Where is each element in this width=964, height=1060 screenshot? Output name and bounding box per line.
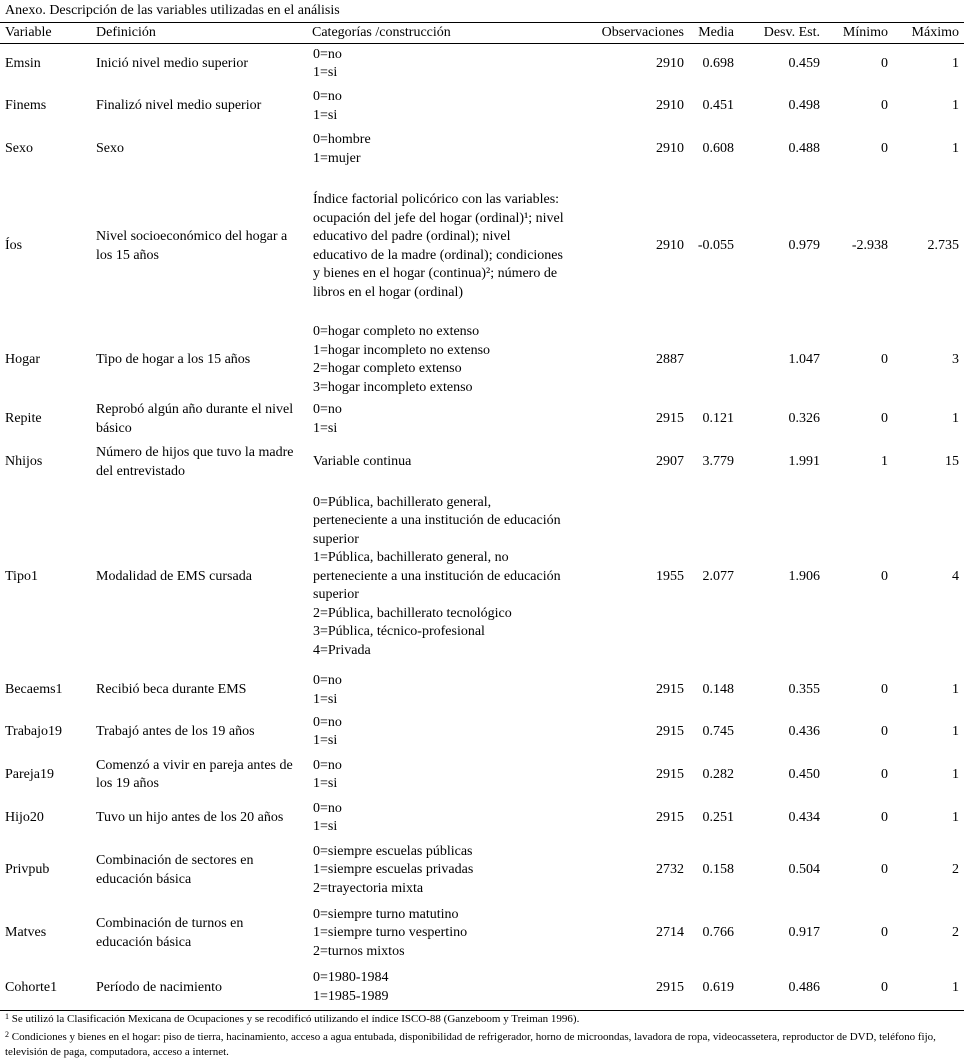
cell-media: 0.698 [702,56,734,71]
cell-desv-est: 0.355 [788,682,820,698]
cell-definicion: Comenzó a vivir en pareja antes de los 19 años [96,757,293,791]
cell-observaciones: 2910 [656,238,684,254]
cell-observaciones: 2714 [656,925,684,941]
cell-minimo: 0 [881,809,888,825]
cell-categorias: Índice factorial policórico con las variables: ocupación del jefe del hogar (ordinal)¹; nivel educativo del padre (ordinal); nivel educativo de la madre (ordinal); condiciones y bienes en el hogar (continua)²; número de libros en el hogar (ordinal) [313,192,564,300]
cell-minimo: 0 [881,411,888,427]
cell-categorias: 0=siempre turno matutino 1=siempre turno vespertino 2=turnos mixtos [313,906,468,959]
cell-definicion: Tuvo un hijo antes de los 20 años [96,809,284,825]
cell-definicion: Número de hijos que tuvo la madre del entrevistado [96,445,294,479]
cell-observaciones: 1955 [656,568,684,584]
cell-categorias: 0=no 1=si [313,673,342,707]
cell-categorias: 0=hogar completo no extenso 1=hogar incompleto no extenso 2=hogar completo extenso 3=hogar incompleto extenso [313,324,491,395]
cell-desv-est: 0.486 [739,966,825,1011]
cell-observaciones: 2915 [569,966,689,1011]
cell-media: 3.779 [702,454,734,470]
cell-media: 0.148 [702,682,734,698]
cell-definicion: Trabajó antes de los 19 años [96,723,255,739]
cell-maximo: 1 [952,682,959,698]
cell-variable: Pareja19 [5,766,54,782]
header-maximo: Máximo [893,23,964,44]
cell-maximo: 2 [952,862,959,878]
cell-variable: Íos [5,238,23,254]
table-row [0,85,964,129]
cell-categorias: 0=no 1=si [313,757,342,791]
header-desv-est: Desv. Est. [739,23,825,44]
cell-desv-est: 1.991 [788,454,820,470]
cell-categorias: 0=no 1=si [313,46,342,81]
cell-minimo: 0 [881,568,888,584]
cell-minimo: 0 [881,98,888,114]
cell-maximo: 1 [952,809,959,825]
cell-media: 0.619 [689,966,739,1011]
cell-media [689,323,739,398]
cell-observaciones: 2910 [656,56,684,71]
cell-media: -0.055 [697,238,734,254]
table-row [0,671,964,711]
table-row [0,754,964,797]
cell-maximo: 2.735 [927,238,959,254]
table-row [0,442,964,484]
footnotes [5,1009,960,1060]
cell-maximo: 1 [952,141,959,157]
cell-definicion: Nivel socioeconómico del hogar a los 15 años [96,229,288,263]
cell-definicion: Combinación de turnos en educación básica [96,916,244,950]
cell-variable: Becaems1 [5,682,63,698]
cell-minimo: 0 [881,723,888,739]
cell-minimo: 0 [881,682,888,698]
cell-definicion: Modalidad de EMS cursada [96,568,252,584]
cell-definicion: Combinación de sectores en educación básica [96,853,254,887]
cell-desv-est: 0.434 [788,809,820,825]
cell-variable: Cohorte1 [0,966,91,1011]
table-body [0,44,964,1011]
header-categorias: Categorías /construcción [307,23,569,44]
cell-categorias: 0=Pública, bachillerato general, perteneciente a una institución de educación superior 1=Pública, bachillerato general, no perteneciente a una institución de educación superior 2=Pública, bachillerato tecnológico 3=Pública, técnico-profesional 4=Privada [313,494,561,658]
cell-media: 0.608 [702,141,734,157]
cell-variable: Finems [5,98,47,114]
cell-variable: Sexo [5,141,33,157]
cell-observaciones: 2915 [656,411,684,427]
table-row [0,840,964,902]
cell-minimo: 0 [825,966,893,1011]
table-row [0,966,964,1011]
table-row [0,902,964,966]
footnote [5,1009,960,1027]
cell-variable: Hogar [5,351,40,367]
table-row [0,44,964,85]
table-row [0,129,964,171]
cell-desv-est: 0.450 [788,766,820,782]
footnote-text: Se utilizó la Clasificación Mexicana de Ocupaciones y se recodificó utilizando el índice ISCO-88 (Ganzeboom y Treiman 1996). [11,1013,580,1025]
cell-maximo: 3 [952,351,959,367]
cell-observaciones: 2910 [656,98,684,114]
cell-observaciones: 2732 [656,862,684,878]
cell-minimo: -2.938 [851,238,888,254]
cell-minimo: 1 [881,454,888,470]
cell-variable: Repite [5,411,42,427]
cell-categorias: 0=no 1=si [313,800,342,834]
cell-definicion: Sexo [96,141,124,157]
table-row [0,398,964,442]
cell-minimo: 0 [881,766,888,782]
header-definicion: Definición [91,23,307,44]
cell-variable: Trabajo19 [5,723,63,739]
cell-desv-est: 0.979 [788,238,820,254]
header-minimo: Mínimo [825,23,893,44]
table-header-row [0,23,964,44]
cell-observaciones: 2915 [656,766,684,782]
cell-maximo: 1 [893,966,964,1011]
cell-definicion: Finalizó nivel medio superior [96,98,262,114]
cell-variable: Emsin [5,56,41,71]
cell-definicion: Reprobó algún año durante el nivel básico [96,402,294,436]
header-media: Media [689,23,739,44]
cell-definicion: Período de nacimiento [91,966,307,1011]
cell-variable: Nhijos [5,454,43,470]
header-observaciones: Observaciones [569,23,689,44]
table-row [0,171,964,323]
cell-categorias: 0=no 1=si [313,89,342,123]
cell-media: 0.766 [702,925,734,941]
cell-maximo: 2 [952,925,959,941]
cell-desv-est: 1.906 [788,568,820,584]
cell-observaciones: 2907 [656,454,684,470]
cell-media: 2.077 [702,568,734,584]
footnote-text: Condiciones y bienes en el hogar: piso de tierra, hacinamiento, acceso a agua entubada, disponibilidad de refrigerador, horno de microondas, lavadora de ropa, videocassetera, reproductor de DVD, teléfono fijo, televisión de paga, computadora, acceso a internet. [5,1031,936,1058]
cell-media: 0.251 [702,809,734,825]
cell-desv-est: 0.326 [788,411,820,427]
cell-desv-est: 0.917 [788,925,820,941]
cell-media: 0.121 [702,411,734,427]
cell-variable: Hijo20 [5,809,44,825]
header-variable: Variable [0,23,91,44]
cell-observaciones: 2887 [656,351,684,367]
cell-desv-est: 0.498 [788,98,820,114]
cell-variable: Matves [5,925,47,941]
cell-minimo: 0 [881,862,888,878]
cell-desv-est: 0.436 [788,723,820,739]
cell-maximo: 4 [952,568,959,584]
cell-definicion: Tipo de hogar a los 15 años [96,351,251,367]
footnote-mark: 1 [5,1012,9,1021]
table-row [0,711,964,754]
cell-desv-est: 1.047 [788,351,820,367]
cell-maximo: 1 [952,766,959,782]
cell-observaciones: 2910 [656,141,684,157]
table-row [0,484,964,671]
variables-table [0,22,964,1011]
cell-categorias: 0=no 1=si [313,402,342,436]
cell-categorias: 0=1980-1984 1=1985-1989 [307,966,569,1011]
footnote-mark: 2 [5,1030,9,1039]
cell-variable: Privpub [5,862,50,878]
cell-minimo: 0 [881,56,888,71]
cell-maximo: 1 [952,723,959,739]
cell-categorias: 0=hombre 1=mujer [313,132,371,166]
cell-maximo: 15 [945,454,959,470]
cell-minimo: 0 [881,925,888,941]
cell-media: 0.451 [702,98,734,114]
cell-definicion: Recibió beca durante EMS [96,682,247,698]
cell-minimo: 0 [881,141,888,157]
cell-categorias: Variable continua [313,454,412,470]
cell-observaciones: 2915 [656,809,684,825]
cell-observaciones: 2915 [656,723,684,739]
table-caption: Anexo. Descripción de las variables utilizadas en el análisis [5,3,340,18]
table-row [0,323,964,398]
cell-desv-est: 0.488 [788,141,820,157]
cell-minimo: 0 [881,351,888,367]
cell-maximo: 1 [952,411,959,427]
cell-maximo: 1 [952,98,959,114]
cell-media: 0.745 [702,723,734,739]
cell-desv-est: 0.459 [788,56,820,71]
cell-desv-est: 0.504 [788,862,820,878]
cell-maximo: 1 [952,56,959,71]
cell-observaciones: 2915 [656,682,684,698]
cell-variable: Tipo1 [5,568,38,584]
cell-categorias: 0=no 1=si [313,714,342,748]
cell-categorias: 0=siempre escuelas públicas 1=siempre escuelas privadas 2=trayectoria mixta [313,843,474,896]
cell-media: 0.282 [702,766,734,782]
footnote [5,1027,960,1060]
cell-definicion: Inició nivel medio superior [96,56,249,71]
table-row [0,797,964,840]
cell-media: 0.158 [702,862,734,878]
